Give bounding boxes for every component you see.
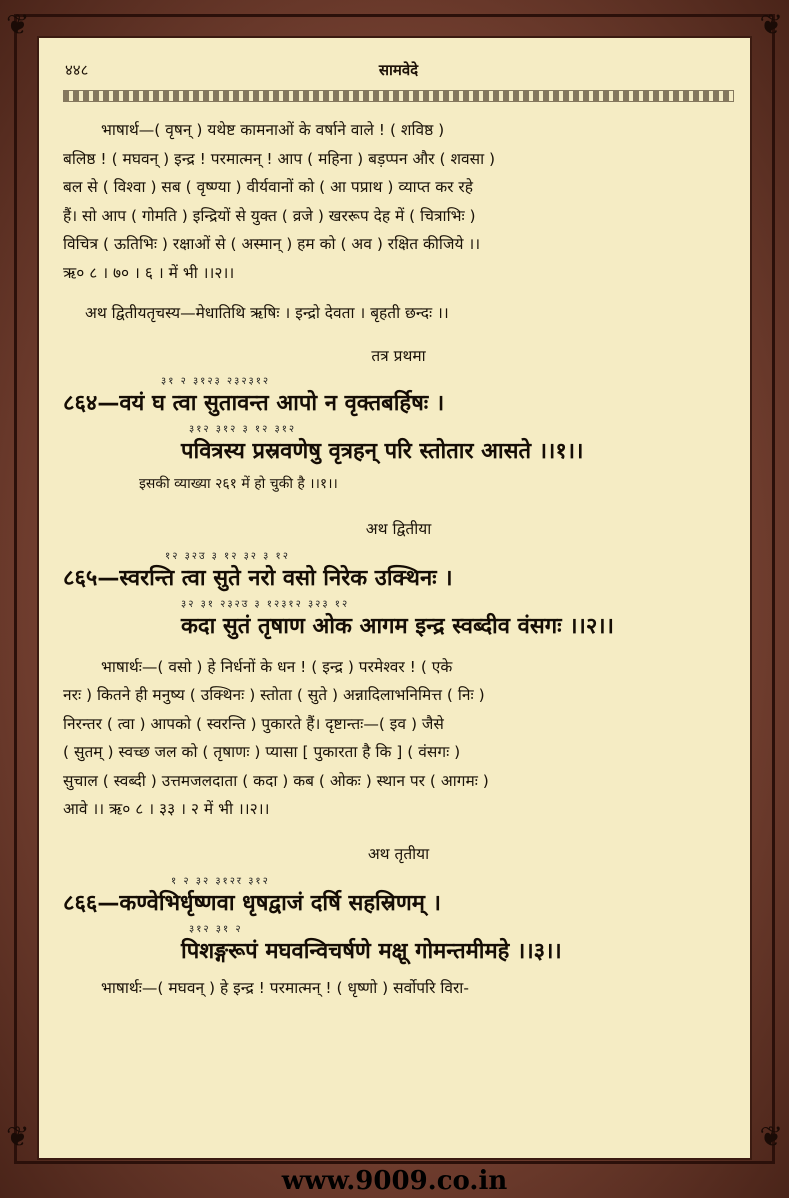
text-line: ( सुतम् ) स्वच्छ जल को ( तृषाणः ) प्यासा [ पुकारता है कि ] ( वंसगः )	[63, 743, 461, 761]
page-title: सामवेदे	[378, 61, 419, 79]
text-line: विचित्र ( ऊतिभिः ) रक्षाओं से ( अस्मान् ) हम को ( अव ) रक्षित कीजिये ।।	[63, 235, 481, 253]
verse-865	[63, 551, 734, 643]
text-line: बलिष्ठ ! ( मघवन् ) इन्द्र ! परमात्मन् ! आप ( महिना ) बड़प्पन और ( शवसा )	[63, 149, 496, 168]
verse-line: ८६६—कण्वेभिर्धृष्णवा धृषद्वाजं दर्षि सहस्रिणम् ।	[63, 890, 441, 916]
note-line: इसकी व्याख्या २६१ में हो चुकी है ।।१।।	[139, 475, 338, 492]
text-line: भाषार्थ—( वृषन् ) यथेष्ट कामनाओं के वर्षाने वाले ! ( शविष्ठ )	[101, 121, 445, 139]
ornament-icon: ❦	[759, 8, 783, 41]
verse-line: कदा सुतं तृषाण ओक आगम इन्द्र स्वब्दीव वंसगः ।।२।।	[181, 613, 614, 639]
section-heading: अथ द्वितीया	[365, 519, 432, 538]
text-line: बल से ( विश्वा ) सब ( वृष्ण्या ) वीर्यवानों को ( आ पप्राथ ) व्याप्त कर रहे	[63, 178, 473, 196]
accent-marks: ३१२ ३१ २	[189, 923, 243, 935]
trichasya-line: अथ द्वितीयतृचस्य—मेधातिथि ऋषिः । इन्द्रो देवता । बृहती छन्दः ।।	[85, 304, 449, 322]
verse-line: पवित्रस्य प्रस्रवणेषु वृत्रहन् परि स्तोतार आसते ।।१।।	[181, 438, 584, 464]
page-number: ४४८	[65, 61, 89, 79]
verse-line: ८६५—स्वरन्ति त्वा सुते नरो वसो निरेक उक्थिनः ।	[63, 565, 453, 591]
header-divider	[63, 90, 734, 102]
text-line: ऋ० ८ । ७० । ६ । में भी ।।२।।	[63, 263, 235, 282]
accent-marks: १२ ३२उ ३ १२ ३२ ३ १२	[165, 550, 290, 562]
accent-marks: ३१ २ ३१२३ २३२३१२	[161, 375, 271, 387]
ornament-icon: ❦	[6, 1120, 30, 1153]
meaning-paragraph-1	[63, 116, 734, 287]
site-footer: www.9009.co.in	[281, 1166, 508, 1196]
accent-marks: १ २ ३२ ३१२र ३१२	[171, 875, 270, 887]
verse-864	[63, 376, 734, 468]
text-line: आवे ।। ऋ० ८ । ३३ । २ में भी ।।२।।	[63, 800, 270, 818]
book-page	[37, 36, 752, 1160]
ornament-icon: ❦	[759, 1120, 783, 1153]
verse-line: ८६४—वयं घ त्वा सुतावन्त आपो न वृक्तबर्हिषः ।	[63, 390, 445, 416]
text-line: सुचाल ( स्वब्दी ) उत्तमजलदाता ( कदा ) कब ( ओकः ) स्थान पर ( आगमः )	[63, 771, 489, 790]
meaning-paragraph-2	[63, 653, 734, 824]
section-heading: अथ तृतीया	[367, 844, 430, 863]
section-heading: तत्र प्रथमा	[371, 346, 426, 365]
page-header	[63, 58, 734, 84]
ornament-icon: ❦	[6, 8, 30, 41]
verse-line: पिशङ्गरूपं मघवन्विचर्षणे मक्षू गोमन्तमीमहे ।।३।।	[181, 938, 562, 964]
text-line: भाषार्थः—( मघवन् ) हे इन्द्र ! परमात्मन् ! ( धृष्णो ) सर्वोपरि विरा-	[101, 978, 469, 997]
text-line: निरन्तर ( त्वा ) आपको ( स्वरन्ति ) पुकारते हैं। दृष्टान्तः—( इव ) जैसे	[63, 714, 444, 733]
accent-marks: ३१२ ३१२ ३ १२ ३१२	[189, 423, 297, 435]
verse-866	[63, 876, 734, 968]
page-content	[63, 58, 734, 1002]
text-line: नरः ) कितने ही मनुष्य ( उक्थिनः ) स्तोता ( सुते ) अन्नादिलाभनिमित्त ( निः )	[63, 686, 485, 704]
text-line: हैं। सो आप ( गोमति ) इन्द्रियों से युक्त ( व्रजे ) खररूप देह में ( चित्राभिः )	[63, 206, 476, 225]
text-line: भाषार्थः—( वसो ) हे निर्धनों के धन ! ( इन्द्र ) परमेश्वर ! ( एके	[101, 657, 453, 676]
accent-marks: ३२ ३१ २३२उ ३ १२३१२ ३२३ १२	[181, 598, 350, 610]
